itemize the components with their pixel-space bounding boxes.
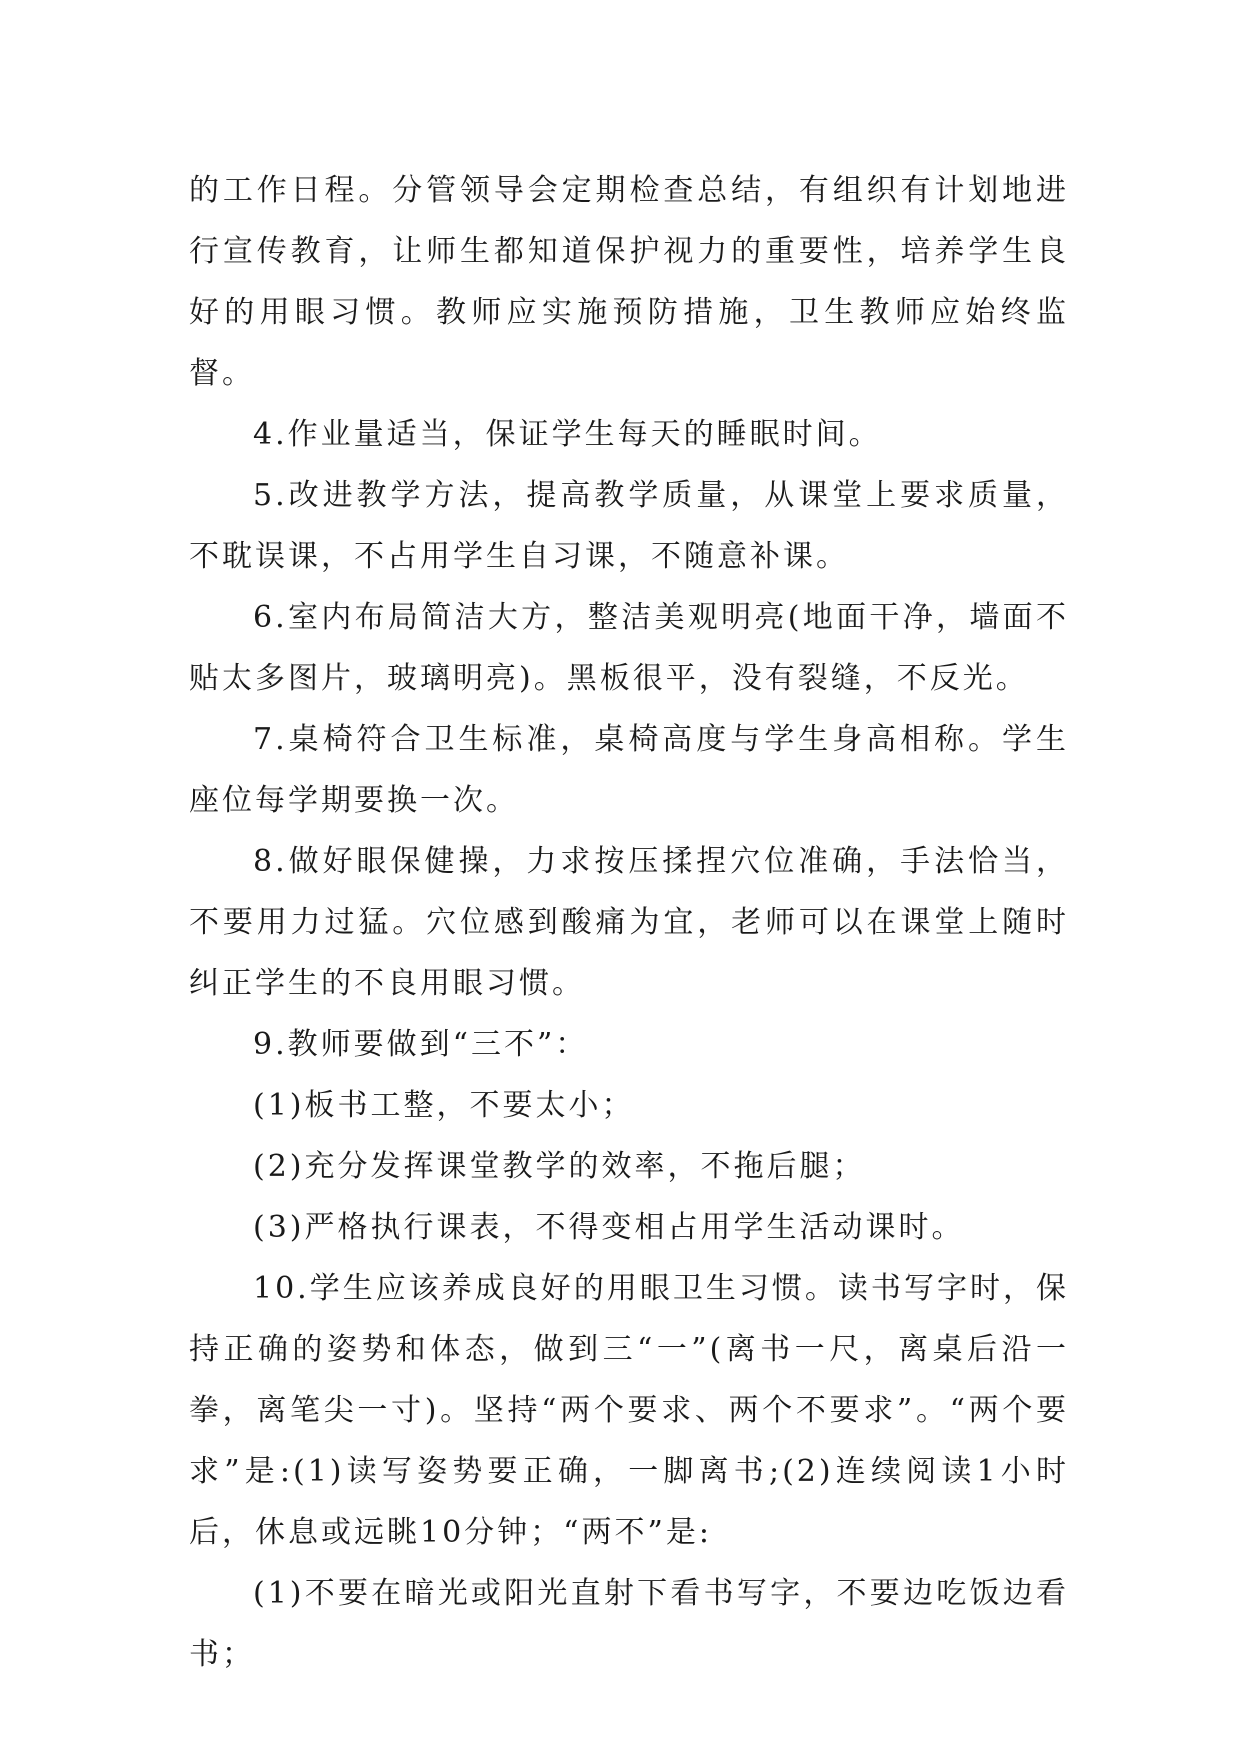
paragraph-sub-item-2: (2)充分发挥课堂教学的效率，不拖后腿； [253,1149,866,1184]
paragraph-item-9: 9.教师要做到“三不”： [253,1027,589,1062]
paragraph-item-6: 6.室内布局简洁大方，整洁美观明亮(地面干净，墙面不贴太多图片，玻璃明亮)。黑板很平，没有裂缝，不反光。 [189,600,1069,696]
paragraph-continuation: 的工作日程。分管领导会定期检查总结，有组织有计划地进行宣传教育，让师生都知道保护视力的重要性，培养学生良好的用眼习惯。教师应实施预防措施，卫生教师应始终监督。 [189,173,1069,391]
paragraph-sub-item-3: (3)严格执行课表，不得变相占用学生活动课时。 [253,1210,965,1245]
paragraph-item-7: 7.桌椅符合卫生标准，桌椅高度与学生身高相称。学生座位每学期要换一次。 [189,722,1069,818]
paragraph-item-4: 4.作业量适当，保证学生每天的睡眠时间。 [253,417,882,452]
paragraph-item-10: 10.学生应该养成良好的用眼卫生习惯。读书写字时，保持正确的姿势和体态，做到三“一”(离书一尺，离桌后沿一拳，离笔尖一寸)。坚持“两个要求、两个不要求”。“两个要求”是:(1)读写姿势要正确，一脚离书;(2)连续阅读1小时后，休息或远眺10分钟；“两不”是: [189,1271,1069,1550]
paragraph-item-8: 8.做好眼保健操，力求按压揉捏穴位准确，手法恰当，不要用力过猛。穴位感到酸痛为宜，老师可以在课堂上随时纠正学生的不良用眼习惯。 [189,844,1069,1001]
paragraph-sub-item-1: (1)板书工整，不要太小； [253,1088,635,1123]
document-body [189,160,1069,1685]
paragraph-sub-item-1b: (1)不要在暗光或阳光直射下看书写字，不要边吃饭边看书； [189,1576,1069,1672]
paragraph-item-5: 5.改进教学方法，提高教学质量，从课堂上要求质量，不耽误课，不占用学生自习课，不随意补课。 [189,478,1069,574]
